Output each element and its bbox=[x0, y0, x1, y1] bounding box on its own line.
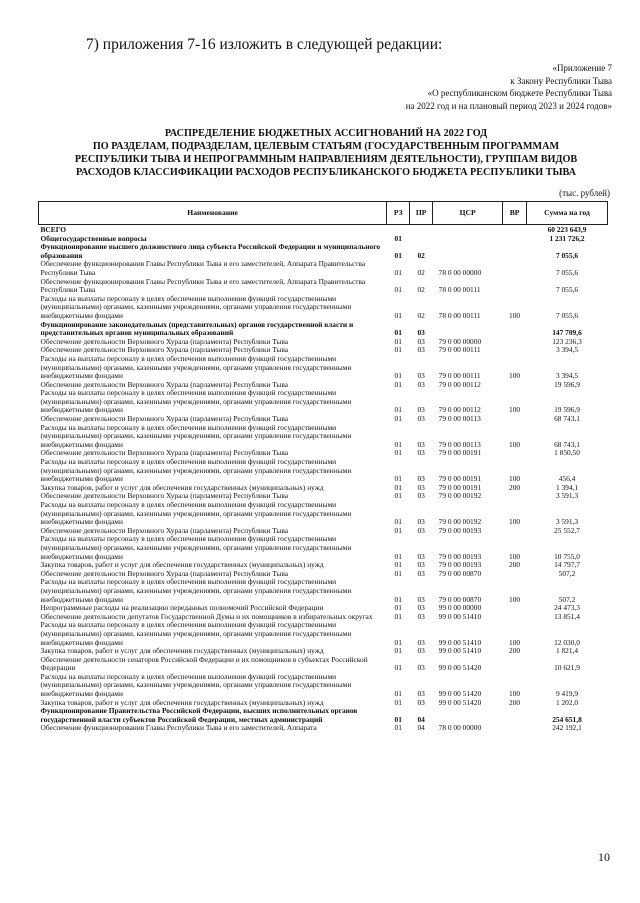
cell-n: Расходы на выплаты персоналу в целях обеспечения выполнения функций государственными (муниципальными) органами, казенными учреждениями, органами управления государственными внебюджетными фондами bbox=[40, 577, 352, 604]
table-row bbox=[39, 260, 608, 277]
cell-pr: 02 bbox=[417, 285, 425, 295]
table-row bbox=[39, 578, 608, 604]
cell-n: Обеспечение деятельности Верховного Хурала (парламента) Республики Тыва bbox=[40, 336, 289, 346]
cell-csr: 79 0 00 00192 bbox=[438, 491, 482, 501]
cell-n: Закупка товаров, работ и услуг для обеспечения государственных (муниципальных) нужд bbox=[40, 560, 324, 570]
cell-pr: 02 bbox=[417, 250, 425, 260]
cell-n: Закупка товаров, работ и услуг для обеспечения государственных (муниципальных) нужд bbox=[40, 697, 324, 707]
cell-rz: 01 bbox=[394, 714, 402, 724]
cell-rz: 01 bbox=[394, 474, 402, 484]
cell-pr: 03 bbox=[417, 568, 425, 578]
table-row bbox=[39, 424, 608, 450]
cell-csr bbox=[433, 707, 503, 724]
title-line: РАСПРЕДЕЛЕНИЕ БЮДЖЕТНЫХ АССИГНОВАНИЙ НА 2022 ГОД bbox=[164, 128, 488, 139]
cell-csr: 79 0 00 00193 bbox=[438, 525, 482, 535]
cell-csr: 79 0 00 00113 bbox=[438, 439, 481, 449]
table-row bbox=[39, 535, 608, 561]
cell-rz: 01 bbox=[394, 560, 402, 570]
cell-n: Обеспечение деятельности Верховного Хурала (парламента) Республики Тыва bbox=[40, 491, 289, 501]
cell-rz: 01 bbox=[394, 414, 402, 424]
cell-pr: 03 bbox=[417, 646, 425, 656]
cell-pr bbox=[410, 225, 433, 235]
header-csr: ЦСР bbox=[433, 202, 503, 225]
cell-pr: 03 bbox=[417, 336, 425, 346]
cell-pr: 03 bbox=[417, 371, 425, 381]
cell-pr: 03 bbox=[417, 603, 425, 613]
budget-table bbox=[38, 201, 608, 733]
cell-csr: 78 0 00 00000 bbox=[438, 267, 482, 277]
cell-vr: 100 bbox=[509, 474, 521, 484]
cell-csr: 78 0 00 00000 bbox=[438, 723, 482, 733]
cell-vr: 100 bbox=[509, 689, 521, 699]
cell-csr bbox=[433, 225, 503, 235]
cell-vr bbox=[503, 527, 527, 536]
cell-rz: 01 bbox=[394, 482, 402, 492]
cell-pr: 03 bbox=[417, 379, 425, 389]
cell-rz: 01 bbox=[394, 663, 402, 673]
cell-csr bbox=[433, 321, 503, 338]
cell-n: Расходы на выплаты персоналу в целях обеспечения выполнения функций государственными (муниципальными) органами, казенными учреждениями, органами управления государственными внебюджетными фондами bbox=[40, 620, 352, 647]
cell-rz: 01 bbox=[394, 637, 402, 647]
cell-vr bbox=[503, 346, 527, 355]
cell-vr bbox=[503, 243, 527, 260]
cell-vr: 100 bbox=[509, 371, 521, 381]
cell-csr: 79 0 00 00111 bbox=[438, 371, 481, 381]
cell-rz: 01 bbox=[394, 689, 402, 699]
cell-pr: 03 bbox=[417, 663, 425, 673]
cell-pr: 03 bbox=[417, 439, 425, 449]
cell-csr: 78 0 00 00111 bbox=[438, 285, 481, 295]
cell-s: 242 192,1 bbox=[552, 723, 582, 733]
cell-rz: 01 bbox=[394, 345, 402, 355]
cell-rz: 01 bbox=[394, 371, 402, 381]
cell-n: Обеспечение деятельности сенаторов Российской Федерации и их помощников в субъектах Российской Федерации bbox=[40, 654, 368, 673]
cell-csr: 99 0 00 51410 bbox=[438, 611, 482, 621]
cell-pr: 04 bbox=[417, 714, 425, 724]
cell-csr: 99 0 00 51410 bbox=[438, 637, 482, 647]
cell-pr bbox=[410, 235, 433, 244]
cell-n: Обеспечение деятельности Верховного Хурала (парламента) Республики Тыва bbox=[40, 414, 289, 424]
cell-csr: 99 0 00 51410 bbox=[438, 646, 482, 656]
cell-pr: 03 bbox=[417, 345, 425, 355]
cell-csr: 79 0 00 00870 bbox=[438, 594, 482, 604]
cell-vr: 100 bbox=[509, 551, 521, 561]
cell-vr: 100 bbox=[509, 405, 521, 415]
cell-s: 68 743,1 bbox=[554, 414, 580, 424]
cell-csr: 79 0 00 00870 bbox=[438, 568, 482, 578]
cell-vr bbox=[503, 570, 527, 579]
cell-rz: 01 bbox=[394, 603, 402, 613]
cell-pr: 03 bbox=[417, 328, 425, 338]
cell-s: 1 231 726,2 bbox=[549, 233, 585, 243]
cell-s: 1 821,4 bbox=[555, 646, 579, 656]
cell-pr: 03 bbox=[417, 551, 425, 561]
header-pr: ПР bbox=[410, 202, 433, 225]
cell-n: Функционирование высшего должностного лица субъекта Российской Федерации и муниципального образования bbox=[40, 242, 381, 260]
cell-rz: 01 bbox=[394, 336, 402, 346]
cell-n: Расходы на выплаты персоналу в целях обеспечения выполнения функций государственными (муниципальными) органами, казенными учреждениями, органами управления государственными внебюджетными фондами bbox=[40, 388, 352, 415]
cell-s: 12 030,0 bbox=[554, 637, 580, 647]
cell-s: 7 055,6 bbox=[555, 250, 579, 260]
cell-rz: 01 bbox=[394, 250, 402, 260]
cell-n: ВСЕГО bbox=[40, 225, 66, 234]
cell-csr: 99 0 00 51420 bbox=[438, 689, 482, 699]
header-rz: РЗ bbox=[387, 202, 410, 225]
cell-csr bbox=[433, 243, 503, 260]
table-row bbox=[39, 321, 608, 338]
cell-rz: 01 bbox=[394, 233, 402, 243]
cell-csr: 79 0 00 00193 bbox=[438, 560, 482, 570]
cell-n: Расходы на выплаты персоналу в целях обеспечения выполнения функций государственными (муниципальными) органами, казенными учреждениями, органами управления государственными внебюджетными фондами bbox=[40, 457, 352, 484]
cell-csr: 79 0 00 00112 bbox=[438, 379, 481, 389]
cell-n: Обеспечение деятельности Верховного Хурала (парламента) Республики Тыва bbox=[40, 568, 289, 578]
cell-n: Расходы на выплаты персоналу в целях обеспечения выполнения функций государственными (муниципальными) органами, казенными учреждениями, органами управления государственными внебюджетными фондами bbox=[40, 293, 352, 320]
cell-n: Расходы на выплаты персоналу в целях обеспечения выполнения функций государственными (муниципальными) органами, казенными учреждениями, органами управления государственными внебюджетными фондами bbox=[40, 534, 352, 561]
cell-vr bbox=[503, 604, 527, 613]
cell-s: 25 552,7 bbox=[554, 525, 580, 535]
cell-s: 3 591,3 bbox=[555, 517, 579, 527]
cell-vr bbox=[503, 656, 527, 673]
cell-vr: 200 bbox=[509, 482, 521, 492]
cell-rz: 01 bbox=[394, 439, 402, 449]
cell-n: Обеспечение деятельности Верховного Хурала (парламента) Республики Тыва bbox=[40, 448, 289, 458]
cell-vr bbox=[503, 235, 527, 244]
cell-rz: 01 bbox=[394, 267, 402, 277]
cell-pr: 02 bbox=[417, 310, 425, 320]
appendix-line: «О республиканском бюджете Республики Тыва bbox=[427, 88, 612, 98]
cell-n: Расходы на выплаты персоналу в целях обеспечения выполнения функций государственными (муниципальными) органами, казенными учреждениями, органами управления государственными внебюджетными фондами bbox=[40, 353, 352, 381]
page-number: 10 bbox=[598, 850, 610, 864]
cell-n: Общегосударственные вопросы bbox=[40, 233, 147, 243]
cell-s: 254 651,8 bbox=[552, 714, 582, 724]
document-title bbox=[40, 127, 612, 179]
cell-rz: 01 bbox=[394, 525, 402, 535]
cell-pr: 03 bbox=[417, 448, 425, 458]
appendix-line: к Закону Республики Тыва bbox=[510, 75, 612, 86]
cell-n: Обеспечение деятельности Верховного Хурала (парламента) Республики Тыва bbox=[40, 525, 289, 535]
cell-n: Закупка товаров, работ и услуг для обеспечения государственных (муниципальных) нужд bbox=[40, 646, 324, 656]
cell-s: 3 394,5 bbox=[555, 345, 579, 355]
cell-n: Функционирование Правительства Российской Федерации, высших исполнительных органов государственной власти субъектов Российской Федерации, местных администраций bbox=[40, 706, 358, 724]
table-row bbox=[39, 673, 608, 699]
cell-csr: 79 0 00 00113 bbox=[438, 414, 481, 424]
cell-s: 7 055,6 bbox=[555, 267, 579, 277]
cell-vr bbox=[503, 707, 527, 724]
cell-csr: 79 0 00 00111 bbox=[438, 345, 481, 355]
table-row bbox=[39, 295, 608, 321]
cell-n: Закупка товаров, работ и услуг для обеспечения государственных (муниципальных) нужд bbox=[40, 482, 324, 492]
cell-n: Расходы на выплаты персоналу в целях обеспечения выполнения функций государственными (муниципальными) органами, казенными учреждениями, органами управления государственными внебюджетными фондами bbox=[40, 671, 352, 699]
cell-rz: 01 bbox=[394, 551, 402, 561]
cell-s: 507,2 bbox=[558, 594, 576, 604]
cell-csr: 79 0 00 00191 bbox=[438, 474, 482, 484]
cell-csr: 99 0 00 00000 bbox=[438, 603, 482, 613]
cell-rz: 01 bbox=[394, 448, 402, 458]
table-row bbox=[39, 243, 608, 260]
table-row bbox=[39, 278, 608, 295]
cell-n: Обеспечение функционирования Главы Республики Тыва и его заместителей, Аппарата Правительства Республики Тыва bbox=[40, 276, 366, 295]
cell-vr: 100 bbox=[509, 439, 521, 449]
cell-pr: 03 bbox=[417, 560, 425, 570]
cell-pr: 02 bbox=[417, 267, 425, 277]
cell-n: Обеспечение деятельности Верховного Хурала (парламента) Республики Тыва bbox=[40, 345, 289, 355]
cell-csr: 79 0 00 00112 bbox=[438, 405, 481, 415]
cell-csr: 99 0 00 51420 bbox=[438, 663, 482, 673]
cell-s: 9 419,9 bbox=[555, 689, 579, 699]
cell-csr: 79 0 00 00191 bbox=[438, 448, 482, 458]
cell-s: 147 709,6 bbox=[552, 328, 582, 338]
header-vr: ВР bbox=[503, 202, 527, 225]
cell-pr: 03 bbox=[417, 414, 425, 424]
cell-vr bbox=[503, 338, 527, 347]
cell-s: 24 473,3 bbox=[554, 603, 580, 613]
cell-rz: 01 bbox=[394, 723, 402, 733]
cell-csr: 79 0 00 00000 bbox=[438, 336, 482, 346]
cell-vr bbox=[503, 415, 527, 424]
table-row bbox=[39, 656, 608, 673]
cell-n: Расходы на выплаты персоналу в целях обеспечения выполнения функций государственными (муниципальными) органами, казенными учреждениями, органами управления государственными внебюджетными фондами bbox=[40, 422, 352, 449]
cell-n: Обеспечение деятельности Верховного Хурала (парламента) Республики Тыва bbox=[40, 379, 289, 389]
cell-pr: 04 bbox=[417, 723, 425, 733]
cell-pr: 03 bbox=[417, 611, 425, 621]
cell-rz: 01 bbox=[394, 491, 402, 501]
cell-pr: 03 bbox=[417, 637, 425, 647]
units-label: (тыс. рублей) bbox=[559, 188, 610, 198]
cell-pr: 03 bbox=[417, 697, 425, 707]
cell-vr bbox=[503, 278, 527, 295]
cell-s: 10 755,0 bbox=[554, 551, 580, 561]
appendix-line: «Приложение 7 bbox=[552, 63, 612, 73]
cell-rz: 01 bbox=[394, 611, 402, 621]
table-row bbox=[39, 501, 608, 527]
cell-vr bbox=[503, 613, 527, 622]
table-row bbox=[39, 355, 608, 381]
appendix-line: на 2022 год и на плановый период 2023 и 2024 годов» bbox=[405, 100, 612, 111]
cell-n: Обеспечение деятельности депутатов Государственной Думы и их помощников в избирательных округах bbox=[40, 611, 373, 621]
cell-s: 1 850,50 bbox=[554, 448, 580, 458]
cell-pr: 03 bbox=[417, 405, 425, 415]
table-row bbox=[39, 621, 608, 647]
cell-n: Обеспечение функционирования Главы Республики Тыва и его заместителей, Аппарата bbox=[40, 723, 317, 733]
title-line: РАСХОДОВ КЛАССИФИКАЦИИ РАСХОДОВ РЕСПУБЛИКАНСКОГО БЮДЖЕТА РЕСПУБЛИКИ ТЫВА bbox=[76, 167, 576, 178]
cell-vr: 100 bbox=[509, 310, 521, 320]
cell-rz: 01 bbox=[394, 379, 402, 389]
cell-s: 19 596,9 bbox=[554, 379, 580, 389]
cell-n: Обеспечение функционирования Главы Республики Тыва и его заместителей, Аппарата Правительства Республики Тыва bbox=[40, 259, 366, 277]
cell-vr: 100 bbox=[509, 594, 521, 604]
cell-s: 123 236,3 bbox=[552, 336, 582, 346]
cell-n: Расходы на выплаты персоналу в целях обеспечения выполнения функций государственными (муниципальными) органами, казенными учреждениями, органами управления государственными внебюджетными фондами bbox=[40, 500, 352, 527]
cell-s: 7 055,6 bbox=[555, 310, 579, 320]
cell-s: 68 743,1 bbox=[554, 439, 580, 449]
cell-vr bbox=[503, 449, 527, 458]
cell-s: 10 621,9 bbox=[554, 663, 580, 673]
header-sum: Сумма на год bbox=[527, 202, 608, 225]
cell-s: 19 596,9 bbox=[554, 405, 580, 415]
cell-pr: 03 bbox=[417, 517, 425, 527]
title-line: РЕСПУБЛИКИ ТЫВА И НЕПРОГРАММНЫМ НАПРАВЛЕНИЯМ ДЕЯТЕЛЬНОСТИ), ГРУППАМ ВИДОВ bbox=[74, 154, 578, 165]
cell-vr bbox=[503, 260, 527, 277]
cell-vr bbox=[503, 321, 527, 338]
cell-rz: 01 bbox=[394, 285, 402, 295]
cell-rz: 01 bbox=[394, 594, 402, 604]
cell-csr: 78 0 00 00111 bbox=[438, 310, 481, 320]
cell-vr bbox=[503, 225, 527, 235]
cell-vr bbox=[503, 381, 527, 390]
cell-csr: 99 0 00 51420 bbox=[438, 697, 482, 707]
cell-vr: 100 bbox=[509, 637, 521, 647]
cell-n: Функционирование законодательных (представительных) органов государственной власти и представительных органов муниципальных образований bbox=[40, 319, 354, 338]
cell-vr: 200 bbox=[509, 697, 521, 707]
table-header-row bbox=[39, 202, 608, 225]
table-row bbox=[39, 389, 608, 415]
cell-s: 1 394,1 bbox=[555, 482, 579, 492]
cell-rz: 01 bbox=[394, 697, 402, 707]
cell-pr: 03 bbox=[417, 525, 425, 535]
cell-vr bbox=[503, 492, 527, 501]
cell-vr: 200 bbox=[509, 560, 521, 570]
cell-pr: 03 bbox=[417, 491, 425, 501]
cell-s: 13 851,4 bbox=[554, 611, 580, 621]
cell-csr: 79 0 00 00191 bbox=[438, 482, 482, 492]
header-name: Наименование bbox=[39, 202, 387, 225]
cell-vr bbox=[503, 724, 527, 733]
table-row bbox=[39, 724, 608, 733]
appendix-reference bbox=[282, 62, 612, 112]
cell-s: 3 591,3 bbox=[555, 491, 579, 501]
cell-s: 14 797,7 bbox=[554, 560, 580, 570]
cell-n: Непрограммные расходы на реализацию переданных полномочий Российской Федерации bbox=[40, 603, 324, 613]
cell-s: 507,2 bbox=[558, 568, 576, 578]
cell-s: 1 202,0 bbox=[555, 697, 579, 707]
cell-vr: 200 bbox=[509, 646, 521, 656]
cell-rz: 01 bbox=[394, 405, 402, 415]
cell-rz: 01 bbox=[394, 646, 402, 656]
cell-s: 3 394,5 bbox=[555, 371, 579, 381]
cell-rz: 01 bbox=[394, 328, 402, 338]
cell-s: 456,4 bbox=[558, 474, 576, 484]
table-row bbox=[39, 707, 608, 724]
cell-pr: 03 bbox=[417, 689, 425, 699]
cell-csr: 79 0 00 00193 bbox=[438, 551, 482, 561]
cell-rz: 01 bbox=[394, 310, 402, 320]
cell-pr: 03 bbox=[417, 474, 425, 484]
table-row bbox=[39, 458, 608, 484]
cell-vr: 100 bbox=[509, 517, 521, 527]
cell-pr: 03 bbox=[417, 482, 425, 492]
cell-rz: 01 bbox=[394, 517, 402, 527]
intro-text: 7) приложения 7-16 изложить в следующей редакции: bbox=[86, 36, 443, 53]
cell-s: 7 055,6 bbox=[555, 285, 579, 295]
cell-s: 60 223 643,9 bbox=[547, 225, 587, 234]
cell-csr bbox=[433, 235, 503, 244]
cell-csr: 79 0 00 00192 bbox=[438, 517, 482, 527]
title-line: ПО РАЗДЕЛАМ, ПОДРАЗДЕЛАМ, ЦЕЛЕВЫМ СТАТЬЯМ (ГОСУДАРСТВЕННЫМ ПРОГРАММАМ bbox=[92, 141, 560, 152]
cell-pr: 03 bbox=[417, 594, 425, 604]
cell-rz: 01 bbox=[394, 568, 402, 578]
